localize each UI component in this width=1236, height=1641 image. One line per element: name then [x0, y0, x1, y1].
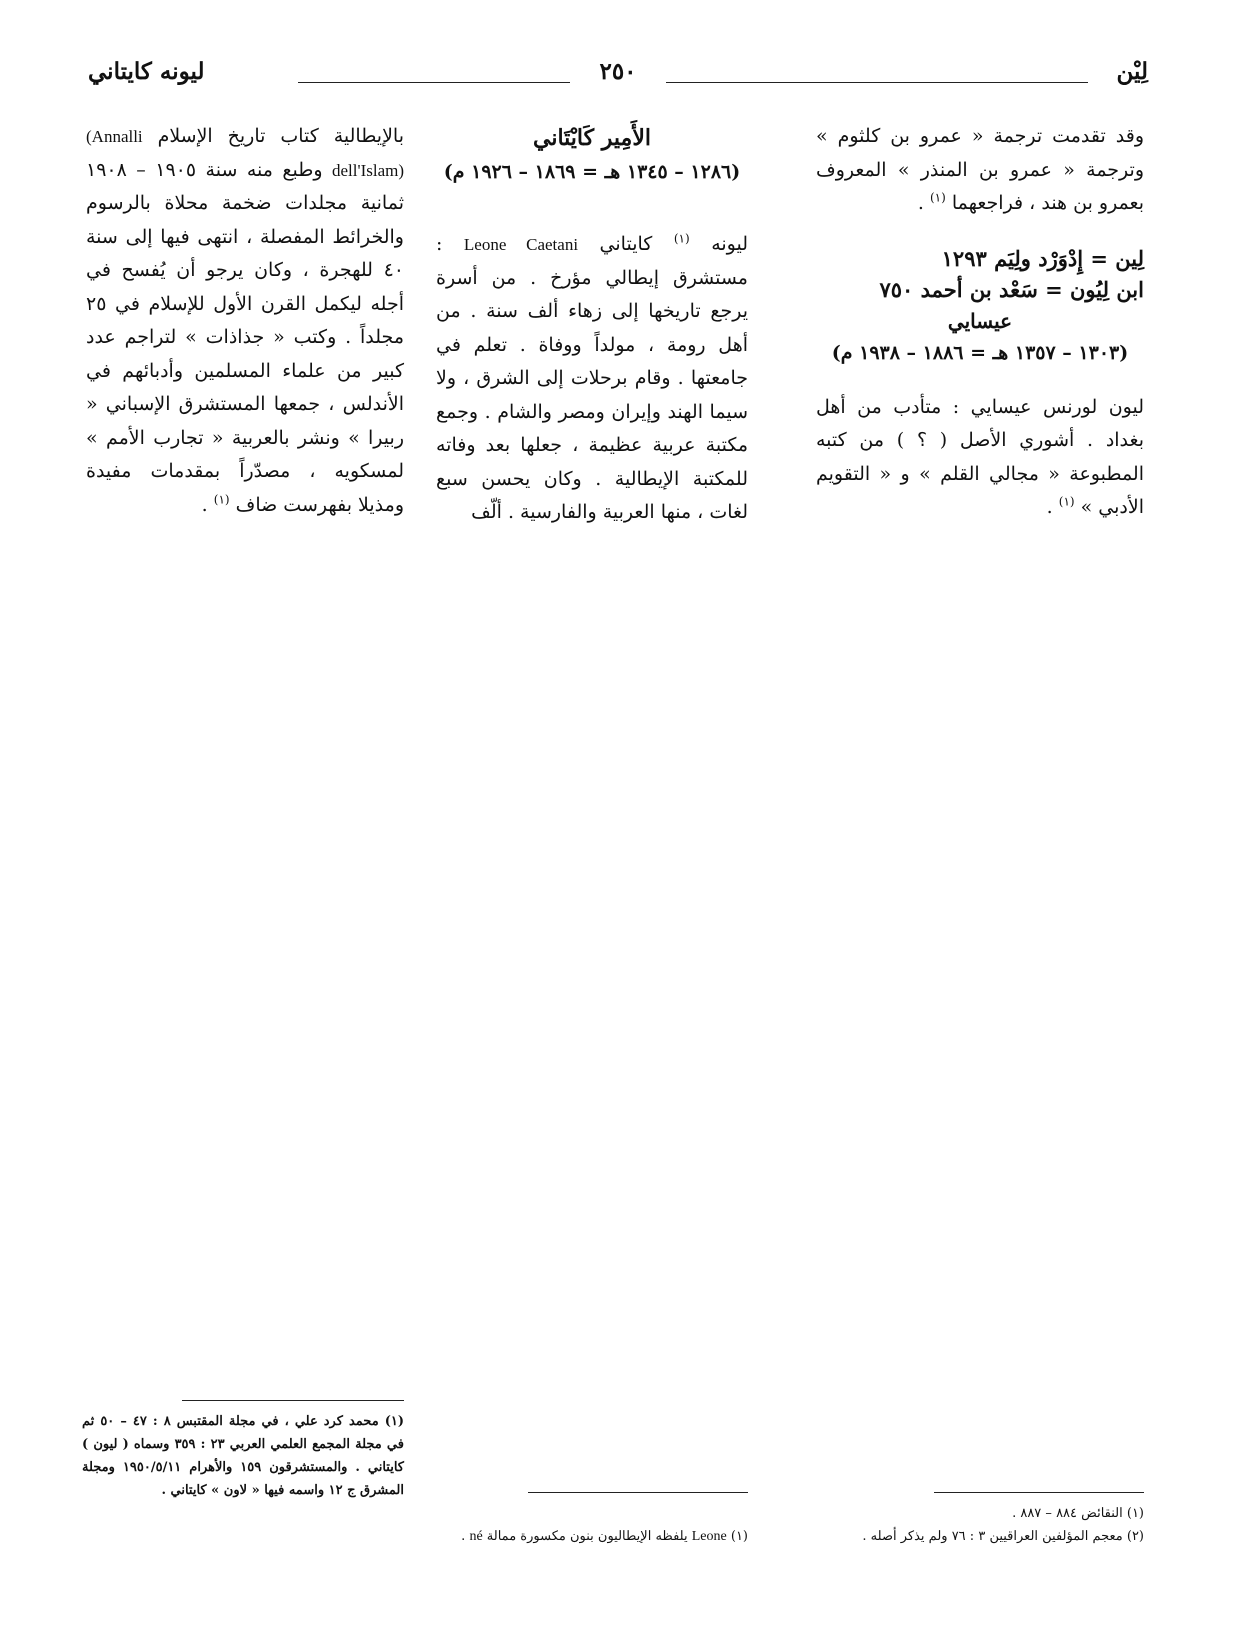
annali-latin-title: (Annalli dell'Islam)	[86, 127, 404, 180]
isayi-end: .	[1046, 496, 1053, 518]
page-number: ٢٥٠	[589, 58, 646, 85]
spacer	[816, 369, 1144, 391]
continuation-text	[86, 120, 404, 522]
caetani-name: كايتاني	[578, 233, 653, 255]
caetani-latin-name: Leone Caetani	[463, 235, 579, 254]
header-rule-left	[298, 82, 570, 83]
footnote-latin2: né	[469, 1529, 483, 1544]
footnote-latin: Leone	[691, 1529, 727, 1544]
header-right-word: لِيْن	[1116, 58, 1148, 85]
header-rule-right	[666, 82, 1088, 83]
entry-lin: لِين = إِدْوَرْد ولِيَم ١٢٩٣	[941, 245, 1144, 271]
header-left-word: ليونه كايتاني	[88, 58, 205, 85]
entry-isayi-text	[816, 391, 1144, 525]
entry-caetani-dates: (١٢٨٦ – ١٣٤٥ هـ = ١٨٦٩ – ١٩٢٦ م)	[443, 161, 741, 183]
spacer	[816, 221, 1144, 243]
footnotes-left	[82, 1410, 404, 1502]
column-right	[816, 120, 1144, 525]
continuation-end: .	[201, 493, 208, 516]
footnote-mark: (١)	[726, 1529, 748, 1544]
footnote-item: (١) محمد كرد علي ، في مجلة المقتبس ٨ : ٤٧ – ٥٠ ثم في مجلة المجمع العلمي العربي ٢٣ : ٣٥٩ وسماه ( ليون ) كايتاني . والمستشرقون ١٥٩ والأهرام ١٩٥٠/٥/١١ ومجلة المشرق ج ١٢ واسمه فيها « لاون » كايتاني .	[82, 1414, 404, 1498]
continuation-b: وطبع منه سنة ١٩٠٥ – ١٩٠٨ ثمانية مجلدات ضخمة محلاة بالرسوم والخرائط المفصلة ، انتهى فيها إلى سنة ٤٠ للهجرة ، وكان يرجو أن يُفسح في أجله ليكمل القرن الأول للإسلام في ٢٥ مجلداً . وكتب « جذاذات » لتراجم عدد كبير من علماء المسلمين وأدبائهم في الأندلس ، جمعها المستشرق الإسباني « ربيرا » ونشر بالعربية « تجارب الأمم » لمسكويه ، مصدّراً بمقدمات مفيدة ومذيلا بفهرست ضاف	[86, 158, 404, 516]
isayi-body: ليون لورنس عيسايي : متأدب من أهل بغداد . أشوري الأصل ( ؟ ) من كتبه المطبوعة « مجالي القلم » و « التقويم الأدبي »	[816, 395, 1144, 518]
caetani-body: : مستشرق إيطالي مؤرخ . من أسرة يرجع تاريخها إلى زهاء ألف سنة . من أهل رومة ، مولداً ووفاة . تعلم في جامعتها . وقام برحلات إلى الشرق ، ولا سيما الهند وإيران ومصر والشام . وجمع مكتبة عربية عظيمة ، جعلها بعد وفاته للمكتبة الإيطالية . وكان يحسن سبع لغات ، منها العربية والفارسية . ألّف	[436, 233, 748, 523]
footnote-rule-middle	[528, 1492, 748, 1493]
intro-end: .	[917, 192, 924, 214]
footnote-ref: (١)	[929, 190, 946, 205]
column-middle	[436, 120, 748, 530]
footnote-rule-right	[934, 1492, 1144, 1493]
page-header	[88, 58, 1148, 98]
footnote-item	[428, 1525, 748, 1548]
footnote-ref: (١)	[213, 492, 230, 507]
footnote-text: يلفظه الإيطاليون بنون مكسورة ممالة	[482, 1529, 688, 1544]
entry-title-caetani: الأَمِير كَايْتَاني	[533, 125, 651, 151]
footnote-rule-left	[182, 1400, 404, 1401]
column-left	[86, 120, 404, 522]
intro-text: وقد تقدمت ترجمة « عمرو بن كلثوم » وترجمة « عمرو بن المنذر » المعروف بعمرو بن هند ، فراجعهما	[816, 125, 1144, 214]
footnote-item: (٢) معجم المؤلفين العراقيين ٣ : ٧٦ ولم يذكر أصله .	[862, 1529, 1144, 1544]
entry-isayi-dates: (١٣٠٣ – ١٣٥٧ هـ = ١٨٨٦ – ١٩٣٨ م)	[831, 341, 1129, 364]
footnote-end: .	[461, 1529, 466, 1544]
spacer	[436, 188, 748, 228]
footnote-ref: (١)	[673, 231, 690, 246]
entry-caetani-text	[436, 228, 748, 530]
footnote-ref: (١)	[1058, 494, 1075, 509]
continuation-a: بالإيطالية كتاب تاريخ الإسلام	[142, 125, 404, 147]
footnote-item: (١) النقائض ٨٨٤ – ٨٨٧ .	[1012, 1506, 1144, 1521]
intro-paragraph	[816, 120, 1144, 221]
entry-ibn-lyun: ابن لِيُون = سَعْد بن أحمد ٧٥٠	[879, 276, 1144, 302]
footnotes-right	[814, 1502, 1144, 1548]
entry-isayi-name: عيسايي	[947, 308, 1013, 333]
footnotes-middle	[428, 1525, 748, 1548]
caetani-lead: ليونه	[711, 233, 748, 255]
